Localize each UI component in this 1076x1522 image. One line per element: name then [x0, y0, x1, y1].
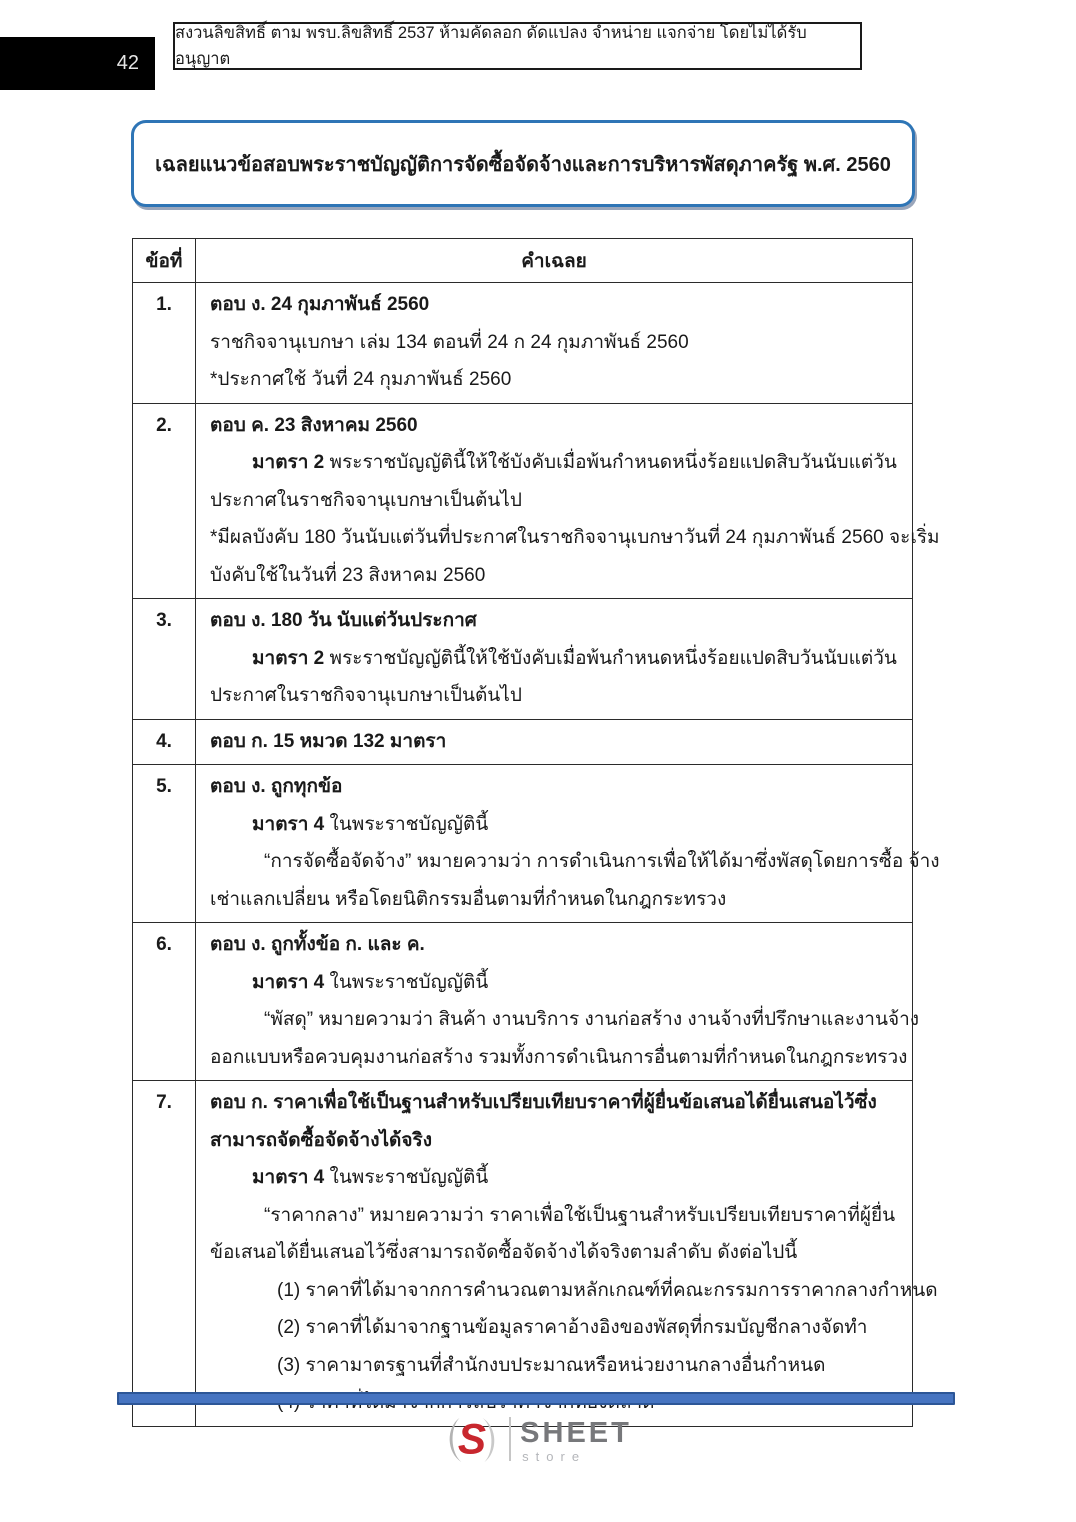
answer-line: มาตรา 4 ในพระราชบัญญัตินี้ [252, 1167, 489, 1188]
answer-line: มาตรา 2 พระราชบัญญัตินี้ให้ใช้บังคับเมื่อพ้นกำหนดหนึ่งร้อยแปดสิบวันนับแต่วัน [252, 452, 897, 473]
question-number: 4. [133, 719, 196, 765]
footer-separator-bar [117, 1392, 955, 1405]
answers-table [132, 238, 940, 1427]
answer-line: (1) ราคาที่ได้มาจากการคำนวณตามหลักเกณฑ์ที่คณะกรรมการราคากลางกำหนด [277, 1279, 938, 1301]
answer-line: ประกาศในราชกิจจานุเบกษาเป็นต้นไป [210, 489, 522, 511]
answer-line: ประกาศในราชกิจจานุเบกษาเป็นต้นไป [210, 685, 522, 706]
answer-line: (3) ราคามาตรฐานที่สำนักงบประมาณหรือหน่วยงานกลางอื่นกำหนด [277, 1354, 826, 1376]
answers-table-header [133, 239, 913, 283]
table-row [133, 599, 913, 720]
answer-line: ข้อเสนอได้ยื่นเสนอไว้ซึ่งสามารถจัดซื้อจัดจ้างได้จริงตามลำดับ ดังต่อไปนี้ [210, 1242, 798, 1263]
answer-line: (2) ราคาที่ได้มาจากฐานข้อมูลราคาอ้างอิงของพัสดุที่กรมบัญชีกลางจัดทำ [277, 1317, 868, 1338]
answer-line: *ประกาศใช้ วันที่ 24 กุมภาพันธ์ 2560 [210, 369, 512, 390]
answer-line: เช่าแลกเปลี่ยน หรือโดยนิติกรรมอื่นตามที่กำหนดในกฎกระทรวง [210, 888, 727, 910]
answer-line: ราชกิจจานุเบกษา เล่ม 134 ตอนที่ 24 ก 24 กุมภาพันธ์ 2560 [210, 331, 689, 353]
table-row [133, 1081, 913, 1427]
question-number: 7. [133, 1081, 196, 1427]
sheet-store-logo-icon [444, 1416, 500, 1464]
question-number: 2. [133, 403, 196, 599]
copyright-notice-text: สงวนลิขสิทธิ์ ตาม พรบ.ลิขสิทธิ์ 2537 ห้ามคัดลอก ดัดแปลง จำหน่าย แจกจ่าย โดยไม่ได้รับอนุญาต [175, 24, 807, 68]
answer-line: สามารถจัดซื้อจัดจ้างได้จริง [210, 1129, 433, 1151]
svg-text:S: S [458, 1416, 487, 1463]
answer-line: “พัสดุ” หมายความว่า สินค้า งานบริการ งานก่อสร้าง งานจ้างที่ปรึกษาและงานจ้าง [264, 1009, 920, 1030]
question-number: 1. [133, 283, 196, 404]
answer-cell [196, 765, 940, 923]
answer-line: ตอบ ง. ถูกทุกข้อ [210, 776, 343, 797]
page-number-box [0, 37, 155, 90]
answer-line: ตอบ ก. ราคาเพื่อใช้เป็นฐานสำหรับเปรียบเทียบราคาที่ผู้ยื่นข้อเสนอได้ยื่นเสนอไว้ซึ่ง [210, 1092, 877, 1113]
logo-name-text: SHEET [520, 1417, 632, 1449]
answer-cell [196, 1081, 938, 1427]
answer-line: ตอบ ง. 180 วัน นับแต่วันประกาศ [210, 610, 477, 631]
question-number: 5. [133, 765, 196, 923]
question-number: 6. [133, 923, 196, 1081]
table-row [133, 719, 913, 765]
answer-line: “การจัดซื้อจัดจ้าง” หมายความว่า การดำเนินการเพื่อให้ได้มาซึ่งพัสดุโดยการซื้อ จ้าง [264, 851, 940, 872]
answer-line: บังคับใช้ในวันที่ 23 สิงหาคม 2560 [210, 564, 486, 586]
footer-logo [0, 1416, 1076, 1464]
copyright-notice-box [173, 22, 862, 70]
answer-cell [196, 923, 920, 1081]
answer-line: ตอบ ง. ถูกทั้งข้อ ก. และ ค. [210, 934, 425, 955]
answer-line: *มีผลบังคับ 180 วันนับแต่วันที่ประกาศในราชกิจจานุเบกษาวันที่ 24 กุมภาพันธ์ 2560 จะเริ่ม [210, 527, 940, 548]
answer-line: มาตรา 2 พระราชบัญญัตินี้ให้ใช้บังคับเมื่อพ้นกำหนดหนึ่งร้อยแปดสิบวันนับแต่วัน [252, 647, 897, 669]
answer-line: มาตรา 4 ในพระราชบัญญัตินี้ [252, 813, 489, 835]
answers-body [133, 283, 940, 1427]
answer-line: มาตรา 4 ในพระราชบัญญัตินี้ [252, 971, 489, 993]
answer-cell [196, 719, 913, 765]
table-row [133, 923, 913, 1081]
logo-divider [509, 1417, 511, 1461]
answer-cell [196, 403, 940, 599]
table-row [133, 283, 913, 404]
answer-line: ตอบ ก. 15 หมวด 132 มาตรา [210, 730, 447, 752]
answer-line: ตอบ ง. 24 กุมภาพันธ์ 2560 [210, 294, 430, 315]
answer-line: ออกแบบหรือควบคุมงานก่อสร้าง รวมทั้งการดำเนินการอื่นตามที่กำหนดในกฎกระทรวง [210, 1046, 908, 1068]
answer-line: ตอบ ค. 23 สิงหาคม 2560 [210, 414, 418, 436]
answer-cell [196, 599, 913, 720]
question-number: 3. [133, 599, 196, 720]
answer-line: “ราคากลาง” หมายความว่า ราคาเพื่อใช้เป็นฐานสำหรับเปรียบเทียบราคาที่ผู้ยื่น [264, 1204, 896, 1226]
table-row [133, 765, 913, 923]
column-header-answer: คำเฉลย [196, 239, 913, 283]
document-title: เฉลยแนวข้อสอบพระราชบัญญัติการจัดซื้อจัดจ้างและการบริหารพัสดุภาครัฐ พ.ศ. 2560 [155, 153, 891, 176]
logo-sub-text: store [522, 1449, 587, 1464]
column-header-number: ข้อที่ [133, 239, 196, 283]
table-row [133, 403, 913, 599]
page-number: 42 [116, 52, 139, 74]
document-title-box [131, 120, 915, 207]
answer-cell [196, 283, 913, 404]
